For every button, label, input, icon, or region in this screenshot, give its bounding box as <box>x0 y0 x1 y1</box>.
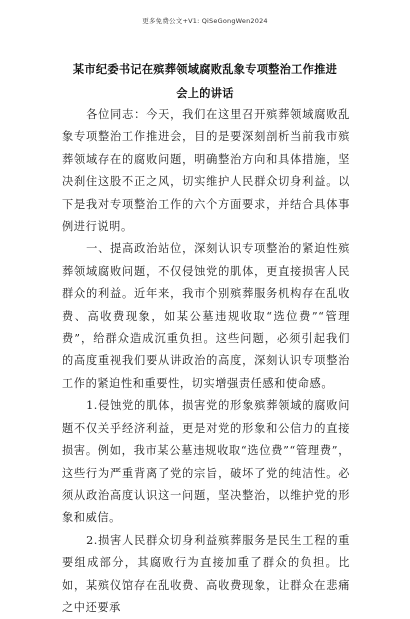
paragraph-section-one: 一、提高政治站位，深刻认识专项整治的紧迫性殡葬领域腐败问题，不仅侵蚀党的肌体，更直接损害人民群众的利益。近年来，我市个别殡葬服务机构存在乱收费、高收费现象，如某公墓违规收取“选位费”“管理费”，给群众造成沉重负担。这些问题，必须引起我们的高度重视我们要从讲政治的高度，深刻认识专项整治工作的紧迫性和重要性，切实增强责任感和使命感。 <box>62 242 350 390</box>
document-title: 某市纪委书记在殡葬领域腐败乱象专项整治工作推进会上的讲话 <box>72 63 338 100</box>
paragraph-point-two: 2.损害人民群众切身利益殡葬服务是民生工程的重要组成部分，其腐败行为直接加重了群众的负担。比如，某殡仪馆存在乱收费、高收费现象，让群众在悲痛之中还要承 <box>62 533 350 614</box>
paragraph-greeting: 各位同志：今天，我们在这里召开殡葬领域腐败乱象专项整治工作推进会，目的是要深刻剖析当前我市殡葬领域存在的腐败问题，明确整治方向和具体措施，坚决刹住这股不正之风，切实维护人民群众切身利益。以下是我对专项整治工作的六个方面要求，并结合具体事例进行说明。 <box>62 108 350 234</box>
document-body <box>62 104 350 619</box>
header-note: 更多免费公文+V1: QiSeGongWen2024 <box>142 17 268 25</box>
paragraph-point-one: 1.侵蚀党的肌体，损害党的形象殡葬领域的腐败问题不仅关乎经济利益，更是对党的形象和公信力的直接损害。例如，我市某公墓违规收取“选位费”“管理费”，这些行为严重背离了党的宗旨，破坏了党的纯洁性。必须从政治高度认识这一问题，坚决整治，以维护党的形象和威信。 <box>62 399 350 525</box>
